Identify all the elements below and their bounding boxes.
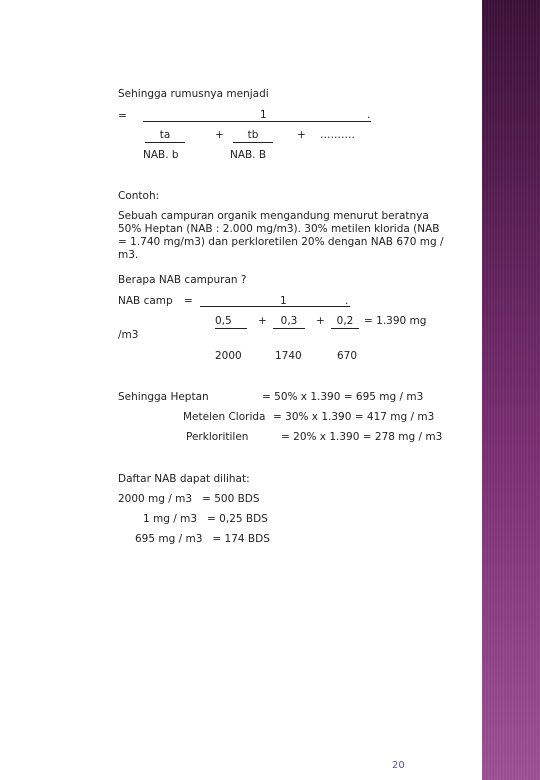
formula-denominator-1: NAB. b xyxy=(143,149,179,161)
calc-term-2 xyxy=(273,315,305,329)
daftar-row-2: 1 mg / m3 = 0,25 BDS xyxy=(143,513,268,525)
formula-dot: . xyxy=(367,109,371,121)
result-metilen-value: = 30% x 1.390 = 417 mg / m3 xyxy=(273,411,435,423)
result-metilen-label: Metelen Clorida xyxy=(183,411,266,423)
calc-denominator-3: 670 xyxy=(337,350,358,362)
decorative-sidebar xyxy=(482,0,540,780)
calc-result: = 1.390 mg xyxy=(364,315,427,327)
formula-term-ta xyxy=(145,129,185,143)
calc-fraction-bar xyxy=(200,306,350,307)
formula-term-tb xyxy=(233,129,273,143)
calc-denominator-2: 1740 xyxy=(275,350,302,362)
formula-plus-2: + xyxy=(297,129,306,141)
formula-fraction-bar xyxy=(143,121,371,122)
formula-numerator: 1 xyxy=(260,109,267,121)
calc-equals: = xyxy=(184,295,193,307)
formula-ellipsis: ………. xyxy=(320,129,355,141)
daftar-row-3: 695 mg / m3 = 174 BDS xyxy=(135,533,270,545)
example-heading: Contoh: xyxy=(118,190,160,202)
formula-equals: = xyxy=(118,110,127,122)
formula-tb-text: tb xyxy=(233,129,273,143)
calc-v1-text: 0,5 xyxy=(215,315,247,329)
result-perkloretilen-label: Perkloritilen xyxy=(186,431,249,443)
formula-ta-text: ta xyxy=(145,129,185,143)
calc-plus-2: + xyxy=(316,315,325,327)
calc-plus-1: + xyxy=(258,315,267,327)
calc-label: NAB camp xyxy=(118,295,173,307)
calc-term-1 xyxy=(215,315,247,329)
calc-v2-text: 0,3 xyxy=(273,315,305,329)
calc-numerator: 1 xyxy=(280,295,287,307)
example-paragraph: Sebuah campuran organik mengandung menurut beratnya 50% Heptan (NAB : 2.000 mg/m3). 30% metilen klorida (NAB = 1.740 mg/m3) dan perkloretilen 20% dengan NAB 670 mg / m3. xyxy=(118,210,444,261)
daftar-title: Daftar NAB dapat dilihat: xyxy=(118,473,250,485)
result-perkloretilen-value: = 20% x 1.390 = 278 mg / m3 xyxy=(281,431,443,443)
result-heptan-label: Sehingga Heptan xyxy=(118,391,209,403)
result-heptan-value: = 50% x 1.390 = 695 mg / m3 xyxy=(262,391,424,403)
formula-denominator-2: NAB. B xyxy=(230,149,267,161)
calc-v3-text: 0,2 xyxy=(331,315,359,329)
daftar-row-1: 2000 mg / m3 = 500 BDS xyxy=(118,493,260,505)
intro-text: Sehingga rumusnya menjadi xyxy=(118,88,269,100)
calc-term-3 xyxy=(331,315,359,329)
calc-denominator-1: 2000 xyxy=(215,350,242,362)
formula-plus-1: + xyxy=(215,129,224,141)
calc-unit: /m3 xyxy=(118,329,139,341)
calc-dot: . xyxy=(345,295,349,307)
question-text: Berapa NAB campuran ? xyxy=(118,274,247,286)
page-number: 20 xyxy=(392,760,405,771)
